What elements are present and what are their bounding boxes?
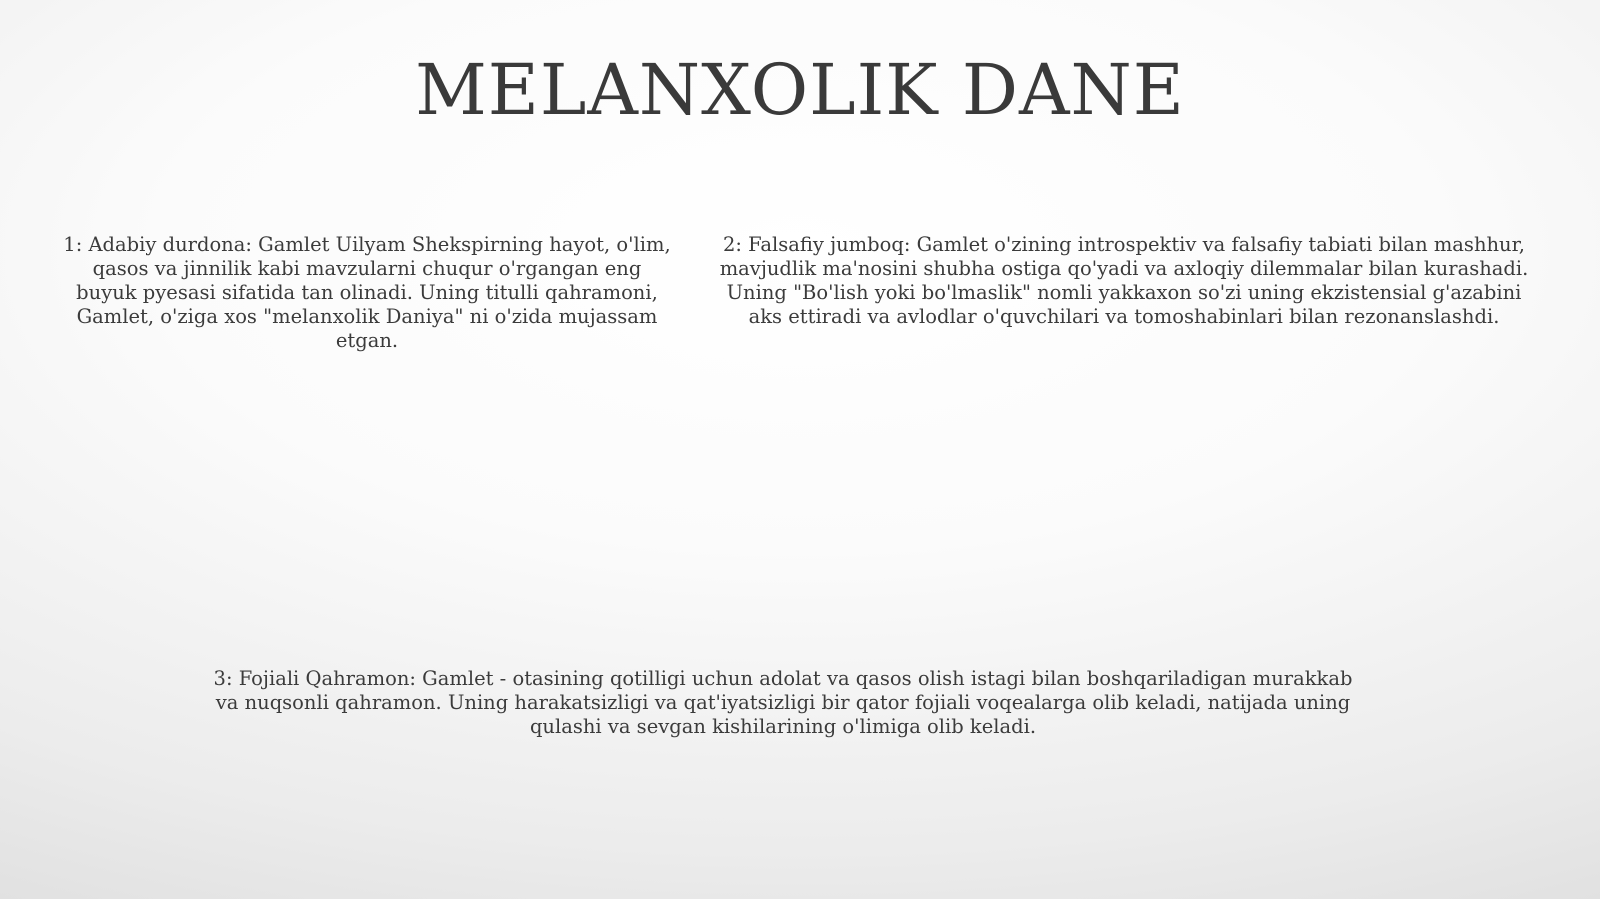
- point-3-text: 3: Fojiali Qahramon: Gamlet - otasining qotilligi uchun adolat va qasos olish istagi bilan boshqariladigan murakkab va nuqsonli qahramon. Uning harakatsizligi va qat'iyatsizligi bir qator fojiali voqealarga olib keladi, natijada uning qulashi va sevgan kishilarining o'limiga olib keladi.: [213, 667, 1353, 738]
- point-1-text: 1: Adabiy durdona: Gamlet Uilyam Shekspirning hayot, o'lim, qasos va jinnilik kabi mavzularni chuqur o'rgangan eng buyuk pyesasi sifatida tan olinadi. Uning titulli qahramoni, Gamlet, o'ziga xos "melanxolik Daniya" ni o'zida mujassam etgan.: [63, 233, 671, 352]
- slide-title: MELANXOLIK DANE: [415, 49, 1185, 131]
- point-2-text: 2: Falsafiy jumboq: Gamlet o'zining introspektiv va falsafiy tabiati bilan mashhur, mavjudlik ma'nosini shubha ostiga qo'yadi va axloqiy dilemmalar bilan kurashadi. Uning "Bo'lish yoki bo'lmaslik" nomli yakkaxon so'zi uning ekzistensial g'azabini aks ettiradi va avlodlar o'quvchilari va tomoshabinlari bilan rezonanslashdi.: [719, 233, 1529, 328]
